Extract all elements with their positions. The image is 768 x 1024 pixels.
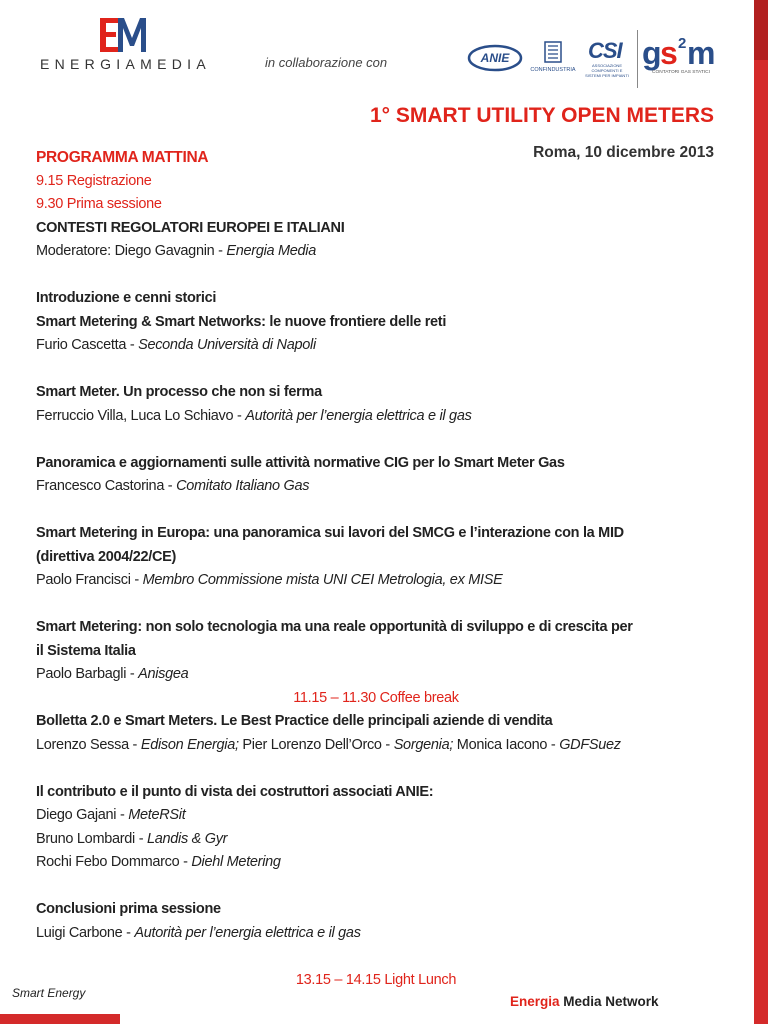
talk-title: Bolletta 2.0 e Smart Meters. Le Best Practice delle principali aziende di vendita	[36, 713, 553, 729]
anie-logo-text: ANIE	[480, 51, 510, 65]
talk-title: Smart Meter. Un processo che non si ferma	[36, 384, 322, 400]
confindustria-emblem-icon	[542, 40, 564, 64]
talk-speaker: Paolo Francisci - Membro Commissione mista UNI CEI Metrologia, ex MISE	[36, 572, 503, 588]
talk-speaker: Francesco Castorina - Comitato Italiano Gas	[36, 478, 310, 494]
program-heading: PROGRAMMA MATTINA	[36, 149, 209, 166]
program	[36, 146, 716, 992]
talk-speaker: Paolo Barbagli - Anisgea	[36, 666, 189, 682]
event-date: Roma, 10 dicembre 2013	[533, 144, 714, 161]
svg-text:s: s	[660, 35, 678, 71]
talk-title: Smart Metering & Smart Networks: le nuove frontiere delle reti	[36, 313, 447, 330]
event-title: 1° SMART UTILITY OPEN METERS	[369, 104, 714, 127]
session-title: CONTESTI REGOLATORI EUROPEI E ITALIANI	[36, 219, 345, 236]
talk-speaker: Rochi Febo Dommarco - Diehl Metering	[36, 854, 281, 870]
talk-title: il Sistema Italia	[36, 642, 136, 659]
talk-speaker: Bruno Lombardi - Landis & Gyr	[36, 830, 228, 847]
talk-title: Il contributo e il punto di vista dei costruttori associati ANIE:	[36, 783, 434, 800]
talk-speaker: Ferruccio Villa, Luca Lo Schiavo - Autorità per l’energia elettrica e il gas	[36, 407, 472, 424]
first-session-time: 9.30 Prima sessione	[36, 196, 162, 212]
talk-title: Smart Metering in Europa: una panoramica sui lavori del SMCG e l’interazione con la MID	[36, 525, 624, 541]
energiamedia-logo-icon	[98, 14, 148, 56]
talk-title: Panoramica e aggiornamenti sulle attività normative CIG per lo Smart Meter Gas	[36, 454, 565, 471]
confindustria-label: CONFINDUSTRIA	[530, 67, 576, 73]
gs2m-subtitle: CONTATORI GAS STATICI	[652, 70, 710, 75]
talk-title: Smart Metering: non solo tecnologia ma una reale opportunità di sviluppo e di crescita per	[36, 619, 633, 635]
footer-network: Energia Media Network	[510, 994, 659, 1009]
talk-speakers: Lorenzo Sessa - Edison Energia; Pier Lorenzo Dell’Orco - Sorgenia; Monica Iacono - GDFSuez	[36, 736, 621, 753]
collaboration-label: in collaborazione con	[265, 55, 388, 70]
svg-text:m: m	[687, 35, 716, 71]
registration-time: 9.15 Registrazione	[36, 172, 152, 189]
confindustria-logo	[530, 40, 576, 80]
talk-speaker: Luigi Carbone - Autorità per l’energia elettrica e il gas	[36, 924, 361, 941]
bottom-accent-bar	[0, 1014, 120, 1024]
anie-logo-icon	[467, 44, 523, 72]
right-accent-bar	[754, 0, 768, 1024]
talk-speaker: Diego Gajani - MeteRSit	[36, 807, 186, 823]
footer-smart-energy: Smart Energy	[12, 986, 86, 1000]
talk-speaker: Furio Cascetta - Seconda Università di Napoli	[36, 337, 316, 353]
talk-title: (direttiva 2004/22/CE)	[36, 548, 177, 565]
csi-subtitle: ASSOCIAZIONE COMPONENTI E SISTEMI PER IMPIANTI	[585, 63, 629, 78]
svg-text:g: g	[642, 35, 662, 71]
logo-divider	[637, 30, 638, 88]
moderator: Moderatore: Diego Gavagnin - Energia Media	[36, 243, 316, 259]
svg-text:2: 2	[678, 35, 687, 52]
light-lunch: 13.15 – 14.15 Light Lunch	[295, 971, 457, 988]
coffee-break: 11.15 – 11.30 Coffee break	[293, 689, 459, 706]
talk-title: Introduzione e cenni storici	[36, 290, 217, 306]
csi-logo	[584, 38, 630, 86]
energiamedia-wordmark: ENERGIAMEDIA	[40, 56, 211, 72]
csi-mark: CSI	[588, 38, 622, 63]
talk-title: Conclusioni prima sessione	[36, 901, 221, 917]
